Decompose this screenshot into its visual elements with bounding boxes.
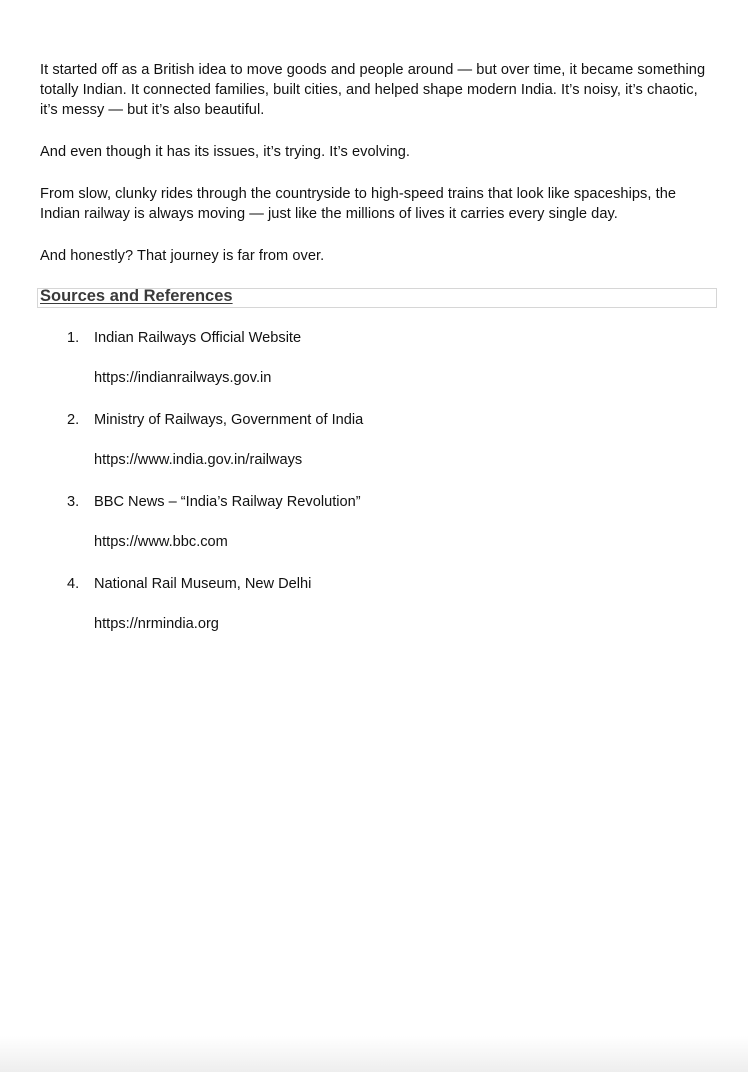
reference-title: Indian Railways Official Website xyxy=(94,330,302,346)
reference-url[interactable]: https://www.bbc.com xyxy=(94,534,228,550)
sources-heading-box[interactable] xyxy=(37,288,717,308)
paragraph-intro: It started off as a British idea to move goods and people around — but over time, it became something totally Indian. It connected families, built cities, and helped shape modern India. It’s noisy, it’s chaotic, it’s messy — but it’s also beautiful. xyxy=(40,62,706,118)
reference-number: 1. xyxy=(67,330,80,346)
paragraph-moving: From slow, clunky rides through the countryside to high-speed trains that look like spaceships, the Indian railway is always moving — just like the millions of lives it carries every single day. xyxy=(40,186,677,222)
list-item xyxy=(40,328,714,388)
reference-url[interactable]: https://nrmindia.org xyxy=(94,616,219,632)
references-list xyxy=(40,328,714,634)
page-bottom-shadow xyxy=(0,1036,748,1072)
list-item xyxy=(40,492,714,552)
reference-url[interactable]: https://www.india.gov.in/railways xyxy=(94,452,303,468)
reference-title: National Rail Museum, New Delhi xyxy=(94,576,312,592)
reference-title: Ministry of Railways, Government of India xyxy=(94,412,364,428)
list-item xyxy=(40,574,714,634)
reference-title: BBC News – “India’s Railway Revolution” xyxy=(94,494,361,510)
reference-number: 3. xyxy=(67,494,80,510)
list-item xyxy=(40,410,714,470)
sources-heading: Sources and References xyxy=(40,287,233,305)
paragraph-conclusion: And honestly? That journey is far from over. xyxy=(40,248,325,264)
reference-number: 4. xyxy=(67,576,80,592)
reference-url[interactable]: https://indianrailways.gov.in xyxy=(94,370,272,386)
paragraph-evolving: And even though it has its issues, it’s trying. It’s evolving. xyxy=(40,144,411,160)
reference-number: 2. xyxy=(67,412,80,428)
